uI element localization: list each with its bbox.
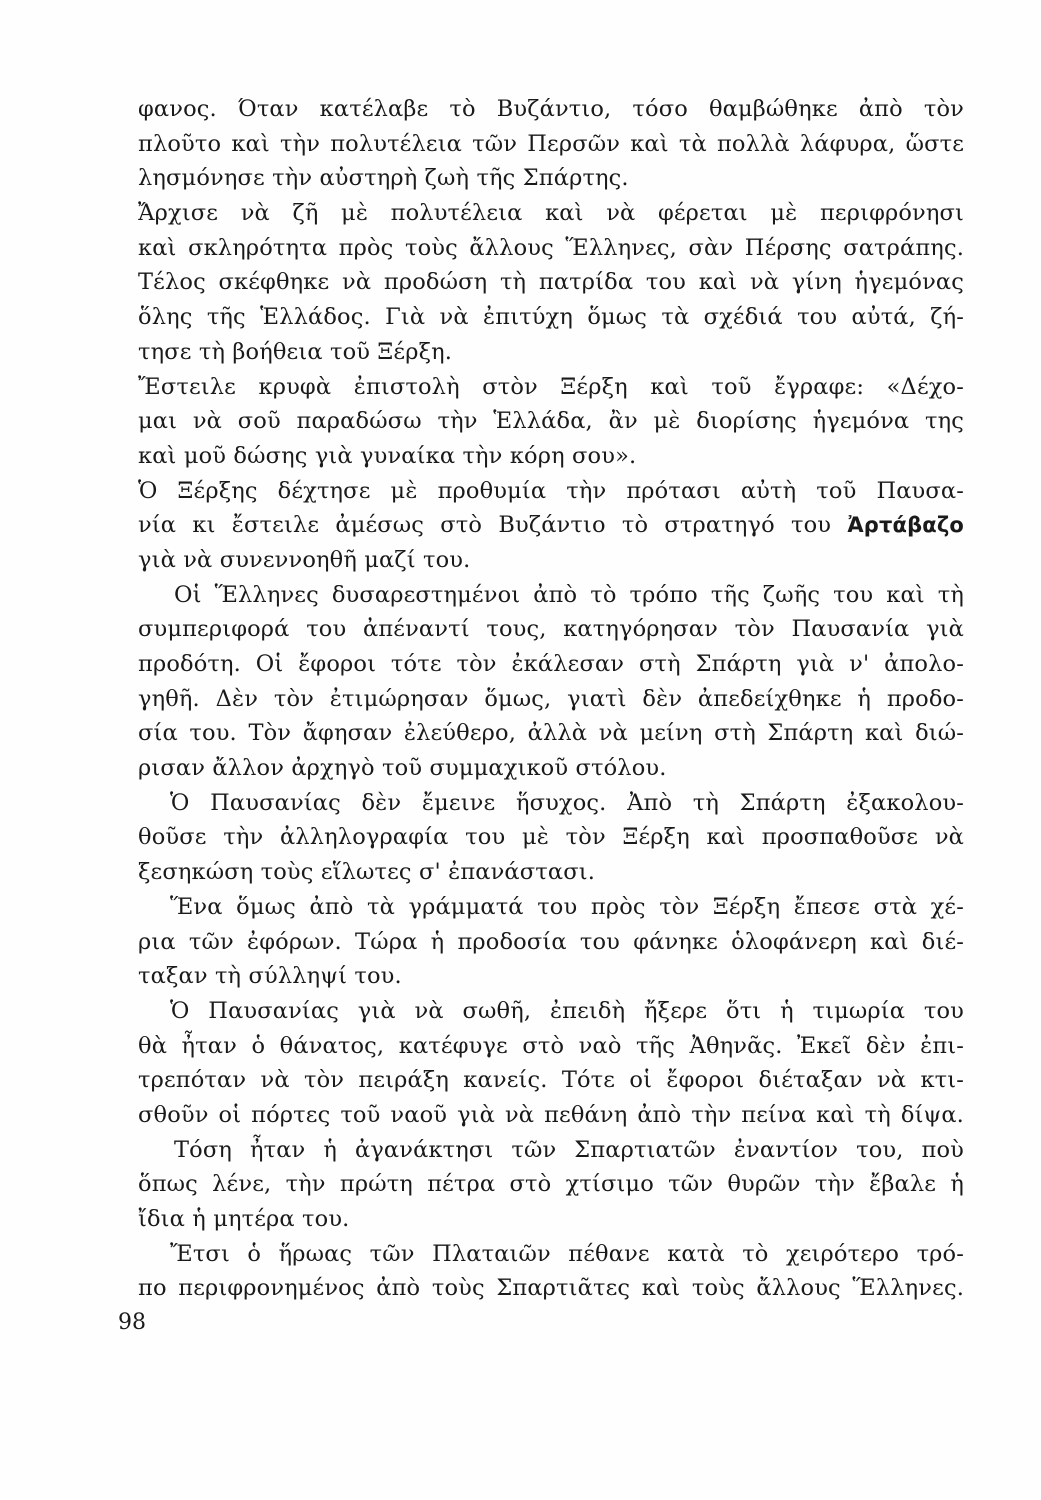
text-line: Ὁ Παυσανίας γιὰ νὰ σωθῆ, ἐπειδὴ ἤξερε ὅτι ἡ τιμωρία του (170, 997, 964, 1024)
text-line: συμπεριφορά του ἀπέναντί τους, κατηγόρησαν τὸν Παυσανία γιὰ (138, 616, 964, 643)
text-line: Ἔστειλε κρυφὰ ἐπιστολὴ στὸν Ξέρξη καὶ τοῦ ἔγραφε: «Δέχο- (138, 373, 964, 400)
text-line: σθοῦν οἱ πόρτες τοῦ ναοῦ γιὰ νὰ πεθάνη ἀπὸ τὴν πείνα καὶ τὴ δίψα. (138, 1101, 964, 1128)
text-line: ὅπως λένε, τὴν πρώτη πέτρα στὸ χτίσιμο τῶν θυρῶν τὴν ἔβαλε ἡ (138, 1171, 964, 1198)
text-line: Ὁ Παυσανίας δὲν ἔμεινε ἥσυχος. Ἀπὸ τὴ Σπάρτη ἐξακολου- (170, 789, 964, 816)
text-line: γηθῆ. Δὲν τὸν ἐτιμώρησαν ὅμως, γιατὶ δὲν ἀπεδείχθηκε ἡ προδο- (138, 685, 964, 712)
text-line: γιὰ νὰ συνεννοηθῆ μαζί του. (138, 546, 471, 573)
page-number: 98 (118, 1310, 146, 1335)
text-line: πο περιφρονημένος ἀπὸ τοὺς Σπαρτιᾶτες καὶ τοὺς ἄλλους Ἕλληνες. (138, 1275, 964, 1302)
text-line: τρεπόταν νὰ τὸν πειράξη κανείς. Τότε οἱ ἔφοροι διέταξαν νὰ κτι- (138, 1067, 964, 1094)
text-line: φανος. Όταν κατέλαβε τὸ Βυζάντιο, τόσο θαμβώθηκε ἀπὸ τὸν (138, 96, 964, 122)
text-line: σία του. Τὸν ἄφησαν ἐλεύθερο, ἀλλὰ νὰ μείνη στὴ Σπάρτη καὶ διώ- (138, 720, 964, 747)
body-text (138, 92, 964, 1306)
text-line: Ὁ Ξέρξης δέχτησε μὲ προθυμία τὴν πρότασι αὐτὴ τοῦ Παυσα- (138, 477, 964, 504)
text-line: πλοῦτο καὶ τὴν πολυτέλεια τῶν Περσῶν καὶ τὰ πολλὰ λάφυρα, ὥστε (138, 130, 964, 157)
text-line: Ἕνα ὅμως ἀπὸ τὰ γράμματά του πρὸς τὸν Ξέρξη ἔπεσε στὰ χέ- (170, 893, 964, 920)
text-line: λησμόνησε τὴν αὐστηρὴ ζωὴ τῆς Σπάρτης. (138, 165, 629, 192)
text-line: καὶ μοῦ δώσης γιὰ γυναίκα τὴν κόρη σου». (138, 442, 637, 469)
text-line: θοῦσε τὴν ἀλληλογραφία του μὲ τὸν Ξέρξη καὶ προσπαθοῦσε νὰ (138, 824, 964, 851)
text-line: καὶ σκληρότητα πρὸς τοὺς ἄλλους Ἕλληνες, σὰν Πέρσης σατράπης. (138, 234, 964, 261)
text-line: Τέλος σκέφθηκε νὰ προδώση τὴ πατρίδα του καὶ νὰ γίνη ἡγεμόνας (138, 269, 964, 296)
text-line-with-bold (138, 508, 964, 543)
text-line: Ἔτσι ὁ ἥρωας τῶν Πλαταιῶν πέθανε κατὰ τὸ χειρότερο τρό- (170, 1240, 964, 1267)
text-line: θὰ ἦταν ὁ θάνατος, κατέφυγε στὸ ναὸ τῆς Ἀθηνᾶς. Ἐκεῖ δὲν ἐπι- (138, 1032, 964, 1059)
text-line: ταξαν τὴ σύλληψί του. (138, 963, 402, 990)
text-line: Ἄρχισε νὰ ζῆ μὲ πολυτέλεια καὶ νὰ φέρεται μὲ περιφρόνησι (138, 200, 964, 227)
text-line: ρια τῶν ἐφόρων. Τώρα ἡ προδοσία του φάνηκε ὁλοφάνερη καὶ διέ- (138, 928, 964, 955)
text-line: Οἱ Ἕλληνες δυσαρεστημένοι ἀπὸ τὸ τρόπο τῆς ζωῆς του καὶ τὴ (174, 581, 964, 608)
text-line: Τόση ἦταν ἡ ἀγανάκτησι τῶν Σπαρτιατῶν ἐναντίον του, ποὺ (174, 1136, 964, 1163)
bold-name: Ἀρτάβαζο (847, 513, 964, 538)
text-line: τησε τὴ βοήθεια τοῦ Ξέρξη. (138, 338, 453, 365)
text-line: προδότη. Οἱ ἔφοροι τότε τὸν ἐκάλεσαν στὴ Σπάρτη γιὰ ν' ἀπολο- (138, 651, 964, 677)
text-line: μαι νὰ σοῦ παραδώσω τὴν Ἑλλάδα, ἂν μὲ διορίσης ἡγεμόνα της (138, 408, 964, 435)
text-line: ξεσηκώση τοὺς εἵλωτες σ' ἐπανάστασι. (138, 859, 596, 886)
text-line: ὅλης τῆς Ἑλλάδος. Γιὰ νὰ ἐπιτύχη ὅμως τὰ σχέδιά του αὐτά, ζή- (138, 304, 964, 331)
text-line: ρισαν ἄλλον ἀρχηγὸ τοῦ συμμαχικοῦ στόλου. (138, 755, 667, 782)
text-line: ἴδια ἡ μητέρα του. (138, 1206, 350, 1232)
text-segment: νία κι ἔστειλε ἀμέσως στὸ Βυζάντιο τὸ στρατηγό του (138, 512, 832, 539)
